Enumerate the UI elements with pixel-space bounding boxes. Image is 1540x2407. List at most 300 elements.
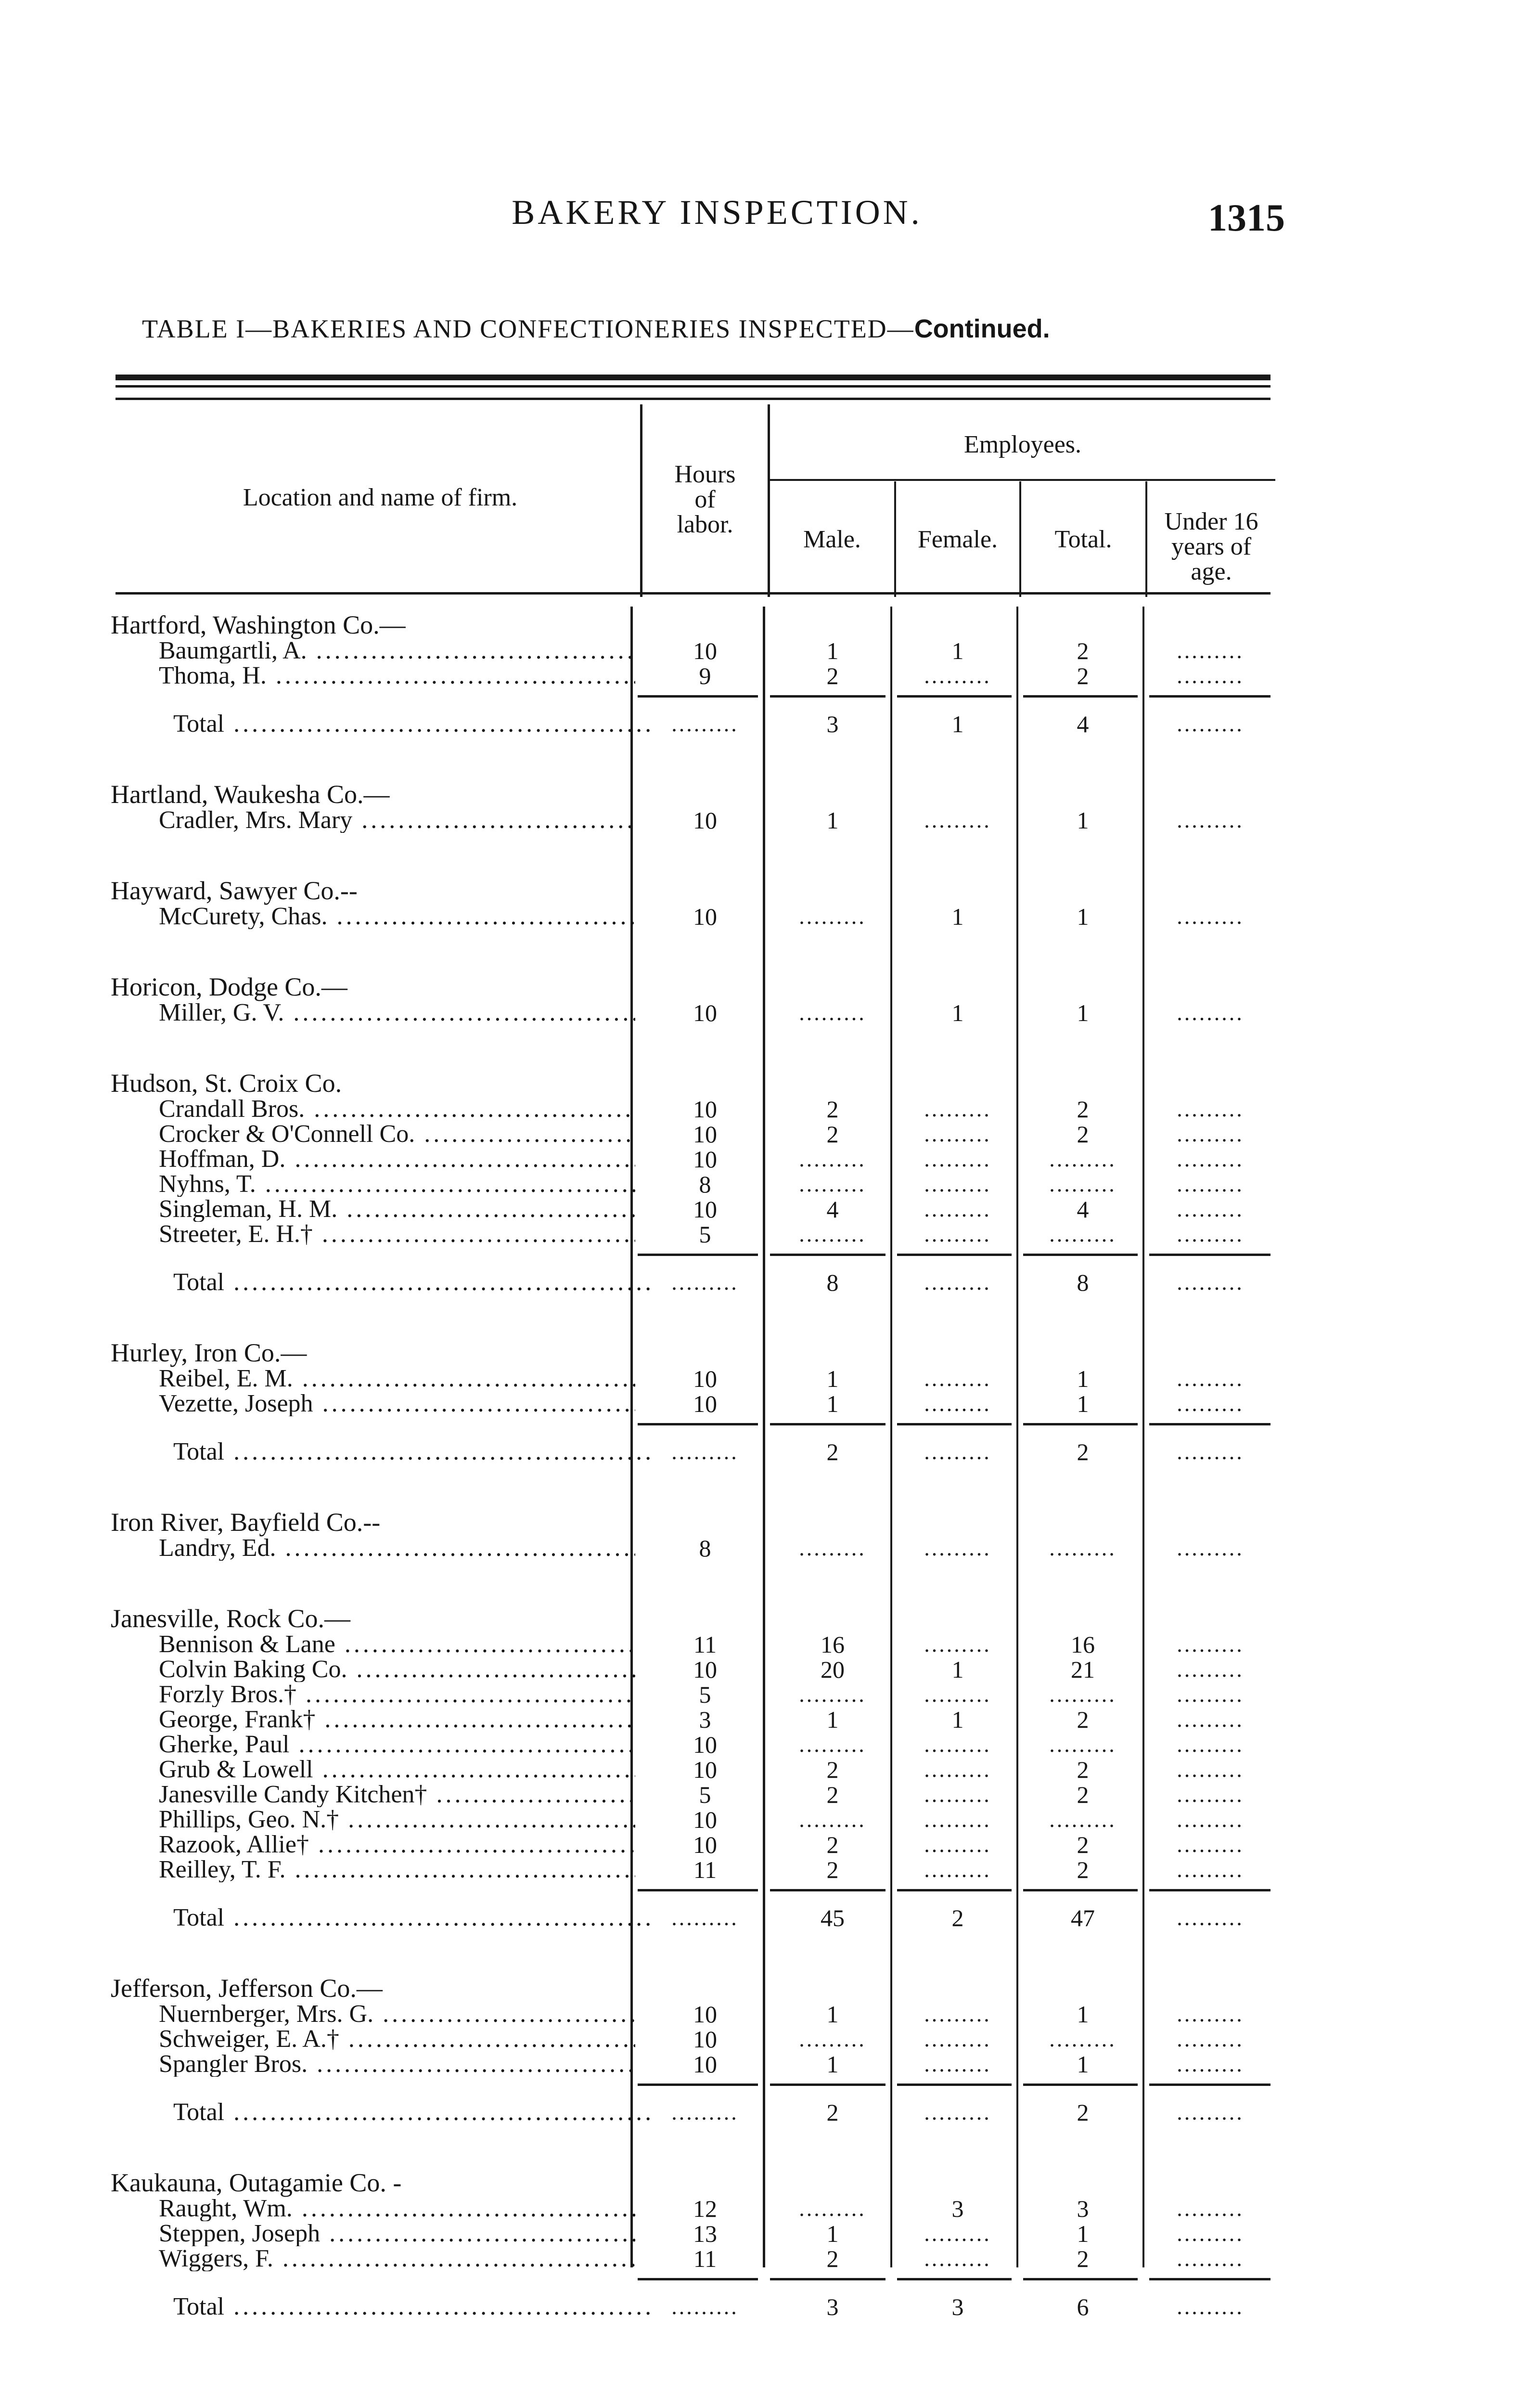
female-cell: 1 <box>951 1656 964 1683</box>
header-employees-rule <box>770 479 1275 481</box>
male-cell: 2 <box>826 1756 839 1783</box>
header-hours <box>642 462 768 537</box>
under16-empty-cell: ......... <box>1177 808 1244 832</box>
total-male-cell: 2 <box>826 1438 839 1465</box>
total-total-cell: 47 <box>1071 1904 1095 1931</box>
firm-name: Nyhns, T. ..... <box>159 1172 635 1197</box>
table-title <box>142 314 1278 344</box>
total-cell: 1 <box>1077 1365 1089 1392</box>
hours-cell: 10 <box>693 1365 717 1392</box>
female-cell: 1 <box>951 637 964 664</box>
total-spacer <box>0 1416 1540 1439</box>
location-group <box>0 1070 1540 1339</box>
hours-cell: 8 <box>699 1171 711 1198</box>
under16-empty-cell: ......... <box>1177 2002 1244 2026</box>
total-label: Total ..... <box>173 1270 650 1295</box>
total-rule <box>770 695 886 698</box>
total-rule <box>1149 1423 1270 1425</box>
female-cell: 3 <box>951 2195 964 2222</box>
table-row <box>0 1782 1540 1807</box>
firm-name: Crandall Bros. ..... <box>159 1097 635 1122</box>
total-rule <box>770 2083 886 2086</box>
header-under16-line3: age. <box>1191 558 1232 585</box>
header-hours-line1: Hours <box>674 461 736 488</box>
location-group <box>0 1605 1540 1975</box>
hours-cell: 10 <box>693 807 717 834</box>
firm-name: Landry, Ed. ..... <box>159 1536 635 1561</box>
location-heading: Hurley, Iron Co.— <box>111 1338 307 1367</box>
under16-empty-cell: ......... <box>1177 1707 1244 1732</box>
header-hours-line2: of <box>694 486 716 513</box>
total-empty-cell: ......... <box>1049 1536 1116 1560</box>
total-female-empty-cell: ......... <box>924 2100 991 2124</box>
hours-cell: 10 <box>693 1656 717 1683</box>
female-empty-cell: ......... <box>924 1366 991 1391</box>
location-group <box>0 973 1540 1070</box>
male-cell: 1 <box>826 2001 839 2028</box>
header-employees: Employees. <box>963 431 1082 458</box>
total-label: Total ..... <box>173 2100 650 2125</box>
under16-empty-cell: ......... <box>1177 2221 1244 2246</box>
hours-cell: 5 <box>699 1221 711 1248</box>
firm-name: Crocker & O'Connell Co. ..... <box>159 1122 635 1147</box>
male-cell: 1 <box>826 2220 839 2247</box>
total-male-cell: 45 <box>821 1904 845 1931</box>
firm-name: Schweiger, E. A.† ..... <box>159 2027 635 2052</box>
total-under16-empty-cell: ......... <box>1177 2100 1244 2124</box>
table-row <box>0 1391 1540 1416</box>
total-spacer <box>0 1247 1540 1270</box>
location-group <box>0 781 1540 877</box>
female-cell: 1 <box>951 903 964 930</box>
firm-name: Hoffman, D. ..... <box>159 1147 635 1172</box>
total-label: Total ..... <box>173 1439 650 1464</box>
group-gap <box>0 833 1540 877</box>
hours-cell: 10 <box>693 1756 717 1783</box>
female-empty-cell: ......... <box>924 1197 991 1221</box>
male-empty-cell: ......... <box>799 904 866 929</box>
total-under16-empty-cell: ......... <box>1177 2294 1244 2319</box>
hours-cell: 10 <box>693 1390 717 1417</box>
under16-empty-cell: ......... <box>1177 1857 1244 1882</box>
under16-empty-cell: ......... <box>1177 2246 1244 2271</box>
under16-empty-cell: ......... <box>1177 1197 1244 1221</box>
male-cell: 1 <box>826 807 839 834</box>
firm-name: Raught, Wm. ..... <box>159 2196 635 2221</box>
firm-name: Miller, G. V. ..... <box>159 1000 635 1025</box>
table-row <box>0 2246 1540 2271</box>
under16-empty-cell: ......... <box>1177 1000 1244 1025</box>
location-heading: Kaukauna, Outagamie Co. - <box>111 2168 402 2197</box>
page-number: 1315 <box>1208 197 1285 239</box>
total-row <box>0 712 1540 737</box>
hours-cell: 12 <box>693 2195 717 2222</box>
table-row <box>0 2002 1540 2027</box>
total-empty-cell: ......... <box>1049 1172 1116 1196</box>
female-empty-cell: ......... <box>924 2027 991 2051</box>
under16-empty-cell: ......... <box>1177 1632 1244 1656</box>
total-rule <box>638 1889 758 1891</box>
male-cell: 1 <box>826 1365 839 1392</box>
table-row <box>0 1222 1540 1247</box>
hours-cell: 10 <box>693 1831 717 1858</box>
under16-empty-cell: ......... <box>1177 1807 1244 1832</box>
under16-empty-cell: ......... <box>1177 1682 1244 1707</box>
hours-cell: 3 <box>699 1706 711 1733</box>
total-rule <box>897 2083 1012 2086</box>
location-heading: Hartford, Washington Co.— <box>111 610 406 639</box>
firm-name: Gherke, Paul ..... <box>159 1732 635 1757</box>
total-rule <box>1023 1254 1138 1256</box>
female-empty-cell: ......... <box>924 1536 991 1560</box>
total-empty-cell: ......... <box>1049 1147 1116 1171</box>
total-rule <box>897 2278 1012 2280</box>
hours-cell: 10 <box>693 2001 717 2028</box>
female-empty-cell: ......... <box>924 1147 991 1171</box>
total-cell: 1 <box>1077 2001 1089 2028</box>
table-row <box>0 1707 1540 1732</box>
table-row <box>0 1097 1540 1122</box>
male-cell: 1 <box>826 637 839 664</box>
hours-cell: 5 <box>699 1781 711 1808</box>
total-rule <box>638 2278 758 2280</box>
total-empty-cell: ......... <box>1049 1222 1116 1246</box>
table-row <box>0 2221 1540 2246</box>
location-heading: Hudson, St. Croix Co. <box>111 1069 342 1098</box>
total-rule <box>638 1423 758 1425</box>
total-cell: 16 <box>1071 1631 1095 1658</box>
header-hours-line3: labor. <box>677 511 733 538</box>
firm-name: Reilley, T. F. ..... <box>159 1857 635 1882</box>
location-group <box>0 1509 1540 1605</box>
female-empty-cell: ......... <box>924 2221 991 2246</box>
total-cell: 21 <box>1071 1656 1095 1683</box>
female-empty-cell: ......... <box>924 2052 991 2076</box>
firm-name: Baumgartli, A. ..... <box>159 638 635 663</box>
total-rule <box>897 1254 1012 1256</box>
total-under16-empty-cell: ......... <box>1177 712 1244 736</box>
table-row <box>0 1657 1540 1682</box>
total-label: Total ..... <box>173 1905 650 1930</box>
group-gap <box>0 1561 1540 1605</box>
total-male-cell: 2 <box>826 2099 839 2126</box>
group-gap <box>0 2319 1540 2364</box>
total-spacer <box>0 2077 1540 2100</box>
total-female-cell: 3 <box>951 2293 964 2320</box>
firm-name: Reibel, E. M. ..... <box>159 1366 635 1391</box>
total-cell: 1 <box>1077 807 1089 834</box>
total-hours-empty-cell: ......... <box>671 1905 739 1930</box>
hours-cell: 11 <box>693 1631 717 1658</box>
under16-empty-cell: ......... <box>1177 1391 1244 1416</box>
table-row <box>0 904 1540 929</box>
firm-name: Forzly Bros.† ..... <box>159 1682 635 1707</box>
total-row <box>0 1439 1540 1464</box>
table-row <box>0 1172 1540 1197</box>
male-cell: 2 <box>826 1121 839 1148</box>
title-rule-thin-2 <box>116 398 1270 400</box>
total-rule <box>638 2083 758 2086</box>
male-cell: 2 <box>826 662 839 689</box>
total-rule <box>1149 2083 1270 2086</box>
total-under16-empty-cell: ......... <box>1177 1439 1244 1464</box>
location-group <box>0 2169 1540 2364</box>
male-empty-cell: ......... <box>799 1000 866 1025</box>
total-cell: 2 <box>1077 1781 1089 1808</box>
total-empty-cell: ......... <box>1049 1682 1116 1707</box>
table-row <box>0 1197 1540 1222</box>
under16-empty-cell: ......... <box>1177 1222 1244 1246</box>
location-group <box>0 1975 1540 2169</box>
firm-name: Bennison & Lane ..... <box>159 1632 635 1657</box>
header-location: Location and name of firm. <box>243 484 518 511</box>
hours-cell: 10 <box>693 999 717 1026</box>
male-empty-cell: ......... <box>799 2196 866 2221</box>
location-heading: Iron River, Bayfield Co.-- <box>111 1508 381 1537</box>
hours-cell: 10 <box>693 903 717 930</box>
male-empty-cell: ......... <box>799 1172 866 1196</box>
total-male-cell: 3 <box>826 711 839 738</box>
firm-name: Colvin Baking Co. ..... <box>159 1657 635 1682</box>
under16-empty-cell: ......... <box>1177 1657 1244 1682</box>
male-cell: 4 <box>826 1196 839 1223</box>
firm-name: Thoma, H. ..... <box>159 663 635 688</box>
male-empty-cell: ......... <box>799 1807 866 1832</box>
total-rule <box>638 695 758 698</box>
firm-name: Steppen, Joseph ..... <box>159 2221 635 2246</box>
male-empty-cell: ......... <box>799 1682 866 1707</box>
table-row <box>0 1857 1540 1882</box>
group-gap <box>0 929 1540 973</box>
total-cell: 2 <box>1077 1121 1089 1148</box>
total-spacer <box>0 688 1540 712</box>
table-row <box>0 1732 1540 1757</box>
total-under16-empty-cell: ......... <box>1177 1905 1244 1930</box>
total-label: Total ..... <box>173 2294 650 2319</box>
female-empty-cell: ......... <box>924 1097 991 1121</box>
total-rule <box>1149 1889 1270 1891</box>
group-gap <box>0 737 1540 781</box>
total-hours-empty-cell: ......... <box>671 2100 739 2124</box>
total-cell: 1 <box>1077 2051 1089 2078</box>
table-row <box>0 1807 1540 1832</box>
total-cell: 1 <box>1077 999 1089 1026</box>
female-empty-cell: ......... <box>924 1172 991 1196</box>
total-rule <box>638 1254 758 1256</box>
female-empty-cell: ......... <box>924 1732 991 1757</box>
location-heading: Hayward, Sawyer Co.-- <box>111 876 358 905</box>
firm-name: Singleman, H. M. ..... <box>159 1197 635 1222</box>
hours-cell: 10 <box>693 1096 717 1123</box>
table-title-continued: Continued. <box>914 314 1050 343</box>
total-cell: 3 <box>1077 2195 1089 2222</box>
female-empty-cell: ......... <box>924 808 991 832</box>
location-group <box>0 1339 1540 1509</box>
female-empty-cell: ......... <box>924 1391 991 1416</box>
total-rule <box>897 1889 1012 1891</box>
female-empty-cell: ......... <box>924 1782 991 1807</box>
title-rule-thick <box>116 375 1270 380</box>
male-empty-cell: ......... <box>799 1732 866 1757</box>
male-cell: 2 <box>826 1096 839 1123</box>
total-cell: 2 <box>1077 1856 1089 1883</box>
table-row <box>0 1147 1540 1172</box>
hours-cell: 8 <box>699 1535 711 1562</box>
total-hours-empty-cell: ......... <box>671 1270 739 1294</box>
firm-name: George, Frank† ..... <box>159 1707 635 1732</box>
total-label: Total ..... <box>173 712 650 737</box>
hours-cell: 11 <box>693 1856 717 1883</box>
total-row <box>0 1270 1540 1295</box>
table-row <box>0 808 1540 833</box>
total-female-empty-cell: ......... <box>924 1270 991 1294</box>
female-empty-cell: ......... <box>924 1682 991 1707</box>
total-under16-empty-cell: ......... <box>1177 1270 1244 1294</box>
female-empty-cell: ......... <box>924 663 991 688</box>
total-empty-cell: ......... <box>1049 1807 1116 1832</box>
hours-cell: 5 <box>699 1681 711 1708</box>
total-cell: 1 <box>1077 1390 1089 1417</box>
title-rule-thin <box>116 385 1270 388</box>
total-rule <box>770 1889 886 1891</box>
total-cell: 2 <box>1077 1096 1089 1123</box>
female-cell: 1 <box>951 1706 964 1733</box>
total-rule <box>1023 1889 1138 1891</box>
hours-cell: 10 <box>693 2051 717 2078</box>
under16-empty-cell: ......... <box>1177 1536 1244 1560</box>
total-rule <box>897 695 1012 698</box>
hours-cell: 10 <box>693 1731 717 1758</box>
total-female-cell: 2 <box>951 1904 964 1931</box>
total-cell: 1 <box>1077 2220 1089 2247</box>
under16-empty-cell: ......... <box>1177 1097 1244 1121</box>
total-rule <box>1023 695 1138 698</box>
male-cell: 2 <box>826 1831 839 1858</box>
total-cell: 2 <box>1077 1706 1089 1733</box>
under16-empty-cell: ......... <box>1177 1757 1244 1782</box>
location-heading: Janesville, Rock Co.— <box>111 1604 350 1633</box>
female-empty-cell: ......... <box>924 1832 991 1857</box>
table-body <box>0 611 1540 2364</box>
firm-name: Cradler, Mrs. Mary ..... <box>159 808 635 833</box>
total-rule <box>1149 695 1270 698</box>
table-row <box>0 1000 1540 1025</box>
total-total-cell: 6 <box>1077 2293 1089 2320</box>
table-row <box>0 2027 1540 2052</box>
total-empty-cell: ......... <box>1049 2027 1116 2051</box>
total-rule <box>770 1254 886 1256</box>
total-rule <box>770 1423 886 1425</box>
firm-name: Nuernberger, Mrs. G. ..... <box>159 2002 635 2027</box>
under16-empty-cell: ......... <box>1177 2027 1244 2051</box>
total-row <box>0 2100 1540 2125</box>
group-gap <box>0 1025 1540 1070</box>
under16-empty-cell: ......... <box>1177 2052 1244 2076</box>
total-rule <box>1023 2278 1138 2280</box>
female-empty-cell: ......... <box>924 1222 991 1246</box>
table-row <box>0 1757 1540 1782</box>
running-head: BAKERY INSPECTION. <box>512 193 923 232</box>
hours-cell: 10 <box>693 1806 717 1833</box>
total-rule <box>897 1423 1012 1425</box>
total-female-cell: 1 <box>951 711 964 738</box>
total-rule <box>1023 1423 1138 1425</box>
under16-empty-cell: ......... <box>1177 1366 1244 1391</box>
under16-empty-cell: ......... <box>1177 2196 1244 2221</box>
total-cell: 2 <box>1077 1756 1089 1783</box>
table-row <box>0 2196 1540 2221</box>
total-total-cell: 2 <box>1077 2099 1089 2126</box>
firm-name: McCurety, Chas. ..... <box>159 904 635 929</box>
total-cell: 2 <box>1077 1831 1089 1858</box>
total-hours-empty-cell: ......... <box>671 1439 739 1464</box>
header-bottom-rule <box>116 592 1270 595</box>
location-group <box>0 611 1540 781</box>
under16-empty-cell: ......... <box>1177 638 1244 663</box>
table-row <box>0 1536 1540 1561</box>
firm-name: Spangler Bros. ..... <box>159 2052 635 2077</box>
male-cell: 16 <box>821 1631 845 1658</box>
total-rule <box>1149 2278 1270 2280</box>
male-cell: 1 <box>826 2051 839 2078</box>
total-spacer <box>0 1882 1540 1905</box>
male-cell: 1 <box>826 1706 839 1733</box>
location-group <box>0 877 1540 973</box>
total-female-empty-cell: ......... <box>924 1439 991 1464</box>
under16-empty-cell: ......... <box>1177 1172 1244 1196</box>
table-row <box>0 638 1540 663</box>
hours-cell: 10 <box>693 637 717 664</box>
total-total-cell: 8 <box>1077 1269 1089 1296</box>
total-row <box>0 2294 1540 2319</box>
table-row <box>0 663 1540 688</box>
total-cell: 2 <box>1077 637 1089 664</box>
header-under16 <box>1147 509 1275 584</box>
table-row <box>0 1122 1540 1147</box>
female-empty-cell: ......... <box>924 1857 991 1882</box>
male-cell: 2 <box>826 1781 839 1808</box>
total-cell: 4 <box>1077 1196 1089 1223</box>
female-empty-cell: ......... <box>924 2002 991 2026</box>
under16-empty-cell: ......... <box>1177 1732 1244 1757</box>
female-empty-cell: ......... <box>924 1122 991 1146</box>
firm-name: Razook, Allie† ..... <box>159 1832 635 1857</box>
firm-name: Grub & Lowell ..... <box>159 1757 635 1782</box>
total-empty-cell: ......... <box>1049 1732 1116 1757</box>
female-cell: 1 <box>951 999 964 1026</box>
hours-cell: 10 <box>693 2026 717 2053</box>
location-heading: Jefferson, Jefferson Co.— <box>111 1974 383 2003</box>
total-male-cell: 8 <box>826 1269 839 1296</box>
under16-empty-cell: ......... <box>1177 663 1244 688</box>
header-under16-line1: Under 16 <box>1164 508 1258 535</box>
group-gap <box>0 1464 1540 1509</box>
total-cell: 2 <box>1077 2245 1089 2272</box>
total-rule <box>1023 2083 1138 2086</box>
male-cell: 1 <box>826 1390 839 1417</box>
total-hours-empty-cell: ......... <box>671 2294 739 2319</box>
under16-empty-cell: ......... <box>1177 904 1244 929</box>
total-rule <box>770 2278 886 2280</box>
table-row <box>0 1682 1540 1707</box>
hours-cell: 11 <box>693 2245 717 2272</box>
male-empty-cell: ......... <box>799 1147 866 1171</box>
hours-cell: 9 <box>699 662 711 689</box>
location-heading: Hartland, Waukesha Co.— <box>111 780 390 809</box>
header-total: Total. <box>1054 526 1112 553</box>
under16-empty-cell: ......... <box>1177 1147 1244 1171</box>
firm-name: Wiggers, F. ..... <box>159 2246 635 2271</box>
